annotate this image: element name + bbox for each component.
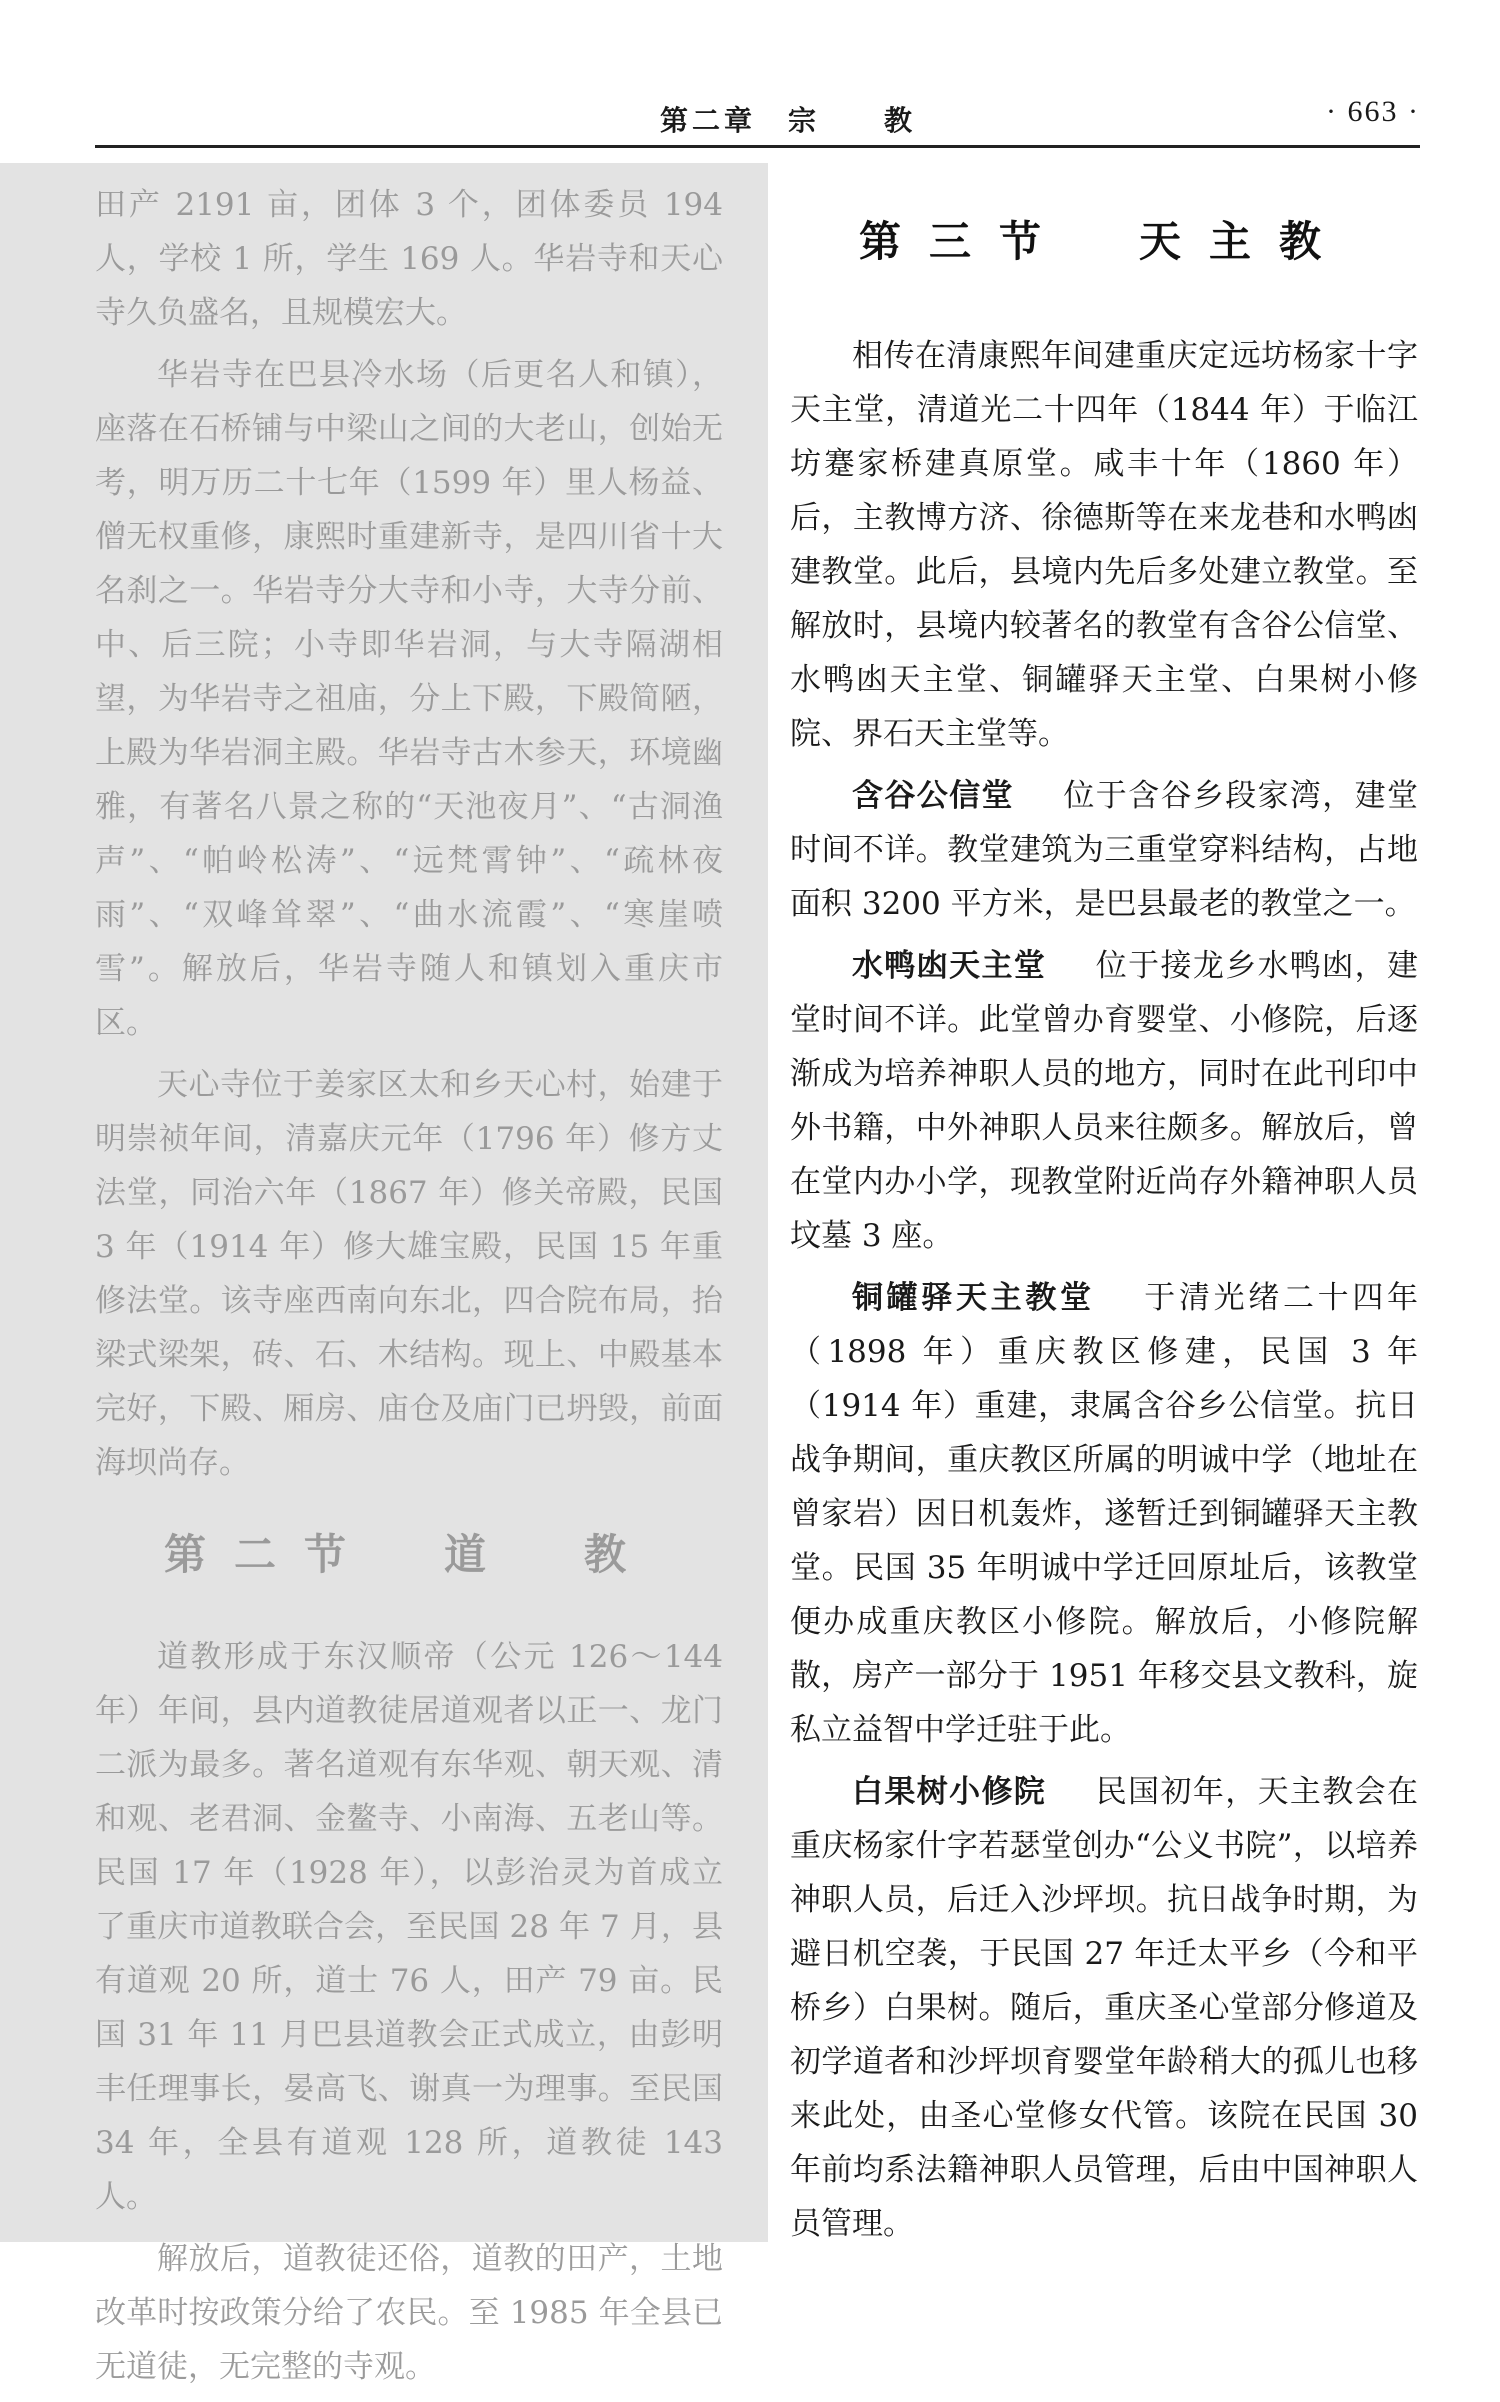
page-number: · 663 · (1326, 95, 1420, 128)
paragraph: 解放后，道教徒还俗，道教的田产，土地改革时按政策分给了农民。至 1985 年全县已无道徒，无完整的寺观。 (95, 2241, 723, 2385)
church-name: 含谷公信堂 (852, 778, 1014, 814)
church-description: 民国初年，天主教会在重庆杨家什字若瑟堂创办“公义书院”，以培养神职人员，后迁入沙坪坝。抗日战争时期，为避日机空袭，于民国 27 年迁太平乡（今和平桥乡）白果树。随后，重庆圣心堂部分修道及初学道者和沙坪坝育婴堂年龄稍大的孤儿也移来此处，由圣心堂修女代管。该院在民国 30 年前均系法籍神职人员管理，后由中国神职人员管理。 (790, 1774, 1419, 2242)
church-description: 于清光绪二十四年（1898 年）重庆教区修建，民国 3 年（1914 年）重建，隶属含谷乡公信堂。抗日战争期间，重庆教区所属的明诚中学（地址在曾家岩）因日机轰炸，遂暂迁到铜罐驿天主教堂。民国 35 年明诚中学迁回原址后，该教堂便办成重庆教区小修院。解放后，小修院解散，房产一部分于 1951 年移交县文教科，旋私立益智中学迁驻于此。 (790, 1280, 1418, 1748)
running-head (95, 95, 1420, 145)
church-description: 位于接龙乡水鸭凼，建堂时间不详。此堂曾办育婴堂、小修院，后逐渐成为培养神职人员的地方，同时在此刊印中外书籍，中外神职人员来往颇多。解放后，曾在堂内办小学，现教堂附近尚存外籍神职人员坟墓 3 座。 (790, 948, 1419, 1254)
paragraph: 田产 2191 亩，团体 3 个，团体委员 194 人，学校 1 所，学生 169 人。华岩寺和天心寺久负盛名，且规模宏大。 (95, 187, 723, 331)
section-heading-catholicism: 第三节 天主教 (858, 217, 1349, 266)
church-name: 白果树小修院 (852, 1774, 1047, 1810)
paragraph: 天心寺位于姜家区太和乡天心村，始建于明崇祯年间，清嘉庆元年（1796 年）修方丈法堂，同治六年（1867 年）修关帝殿，民国 3 年（1914 年）修大雄宝殿，民国 15 年重修法堂。该寺座西南向东北，四合院布局，抬梁式梁架，砖、石、木结构。现上、中殿基本完好，下殿、厢房、庙仓及庙门已坍毁，前面海坝尚存。 (95, 1067, 723, 1481)
church-entry (790, 1765, 1418, 2251)
section-heading-taoism: 第二节 道 教 (163, 1530, 654, 1579)
header-rule (95, 145, 1420, 148)
church-entry (790, 1271, 1418, 1757)
left-column (95, 178, 723, 2402)
chapter-title: 第二章 宗 教 (660, 104, 917, 137)
church-entry (790, 769, 1418, 931)
church-name: 水鸭凼天主堂 (852, 948, 1047, 984)
paragraph: 道教形成于东汉顺帝（公元 126～144 年）年间，县内道教徒居道观者以正一、龙门二派为最多。著名道观有东华观、朝天观、清和观、老君洞、金鳌寺、小南海、五老山等。民国 17 年（1928 年），以彭治灵为首成立了重庆市道教联合会，至民国 28 年 7 月，县有道观 20 所，道士 76 人，田产 79 亩。民国 31 年 11 月巴县道教会正式成立，由彭明丰任理事长，晏高飞、谢真一为理事。至民国 34 年，全县有道观 128 所，道教徒 143 人。 (95, 1639, 723, 2215)
paragraph: 相传在清康熙年间建重庆定远坊杨家十字天主堂，清道光二十四年（1844 年）于临江坊蹇家桥建真原堂。咸丰十年（1860 年）后，主教博方济、徐德斯等在来龙巷和水鸭凼建教堂。此后，县境内先后多处建立教堂。至解放时，县境内较著名的教堂有含谷公信堂、水鸭凼天主堂、铜罐驿天主堂、白果树小修院、界石天主堂等。 (790, 338, 1418, 752)
paragraph: 华岩寺在巴县冷水场（后更名人和镇），座落在石桥铺与中梁山之间的大老山，创始无考，明万历二十七年（1599 年）里人杨益、僧无权重修，康熙时重建新寺，是四川省十大名刹之一。华岩寺分大寺和小寺，大寺分前、中、后三院；小寺即华岩洞，与大寺隔湖相望，为华岩寺之祖庙，分上下殿，下殿简陋，上殿为华岩洞主殿。华岩寺古木参天，环境幽雅，有著名八景之称的“天池夜月”、“古洞渔声”、“帕岭松涛”、“远梵霄钟”、“疏林夜雨”、“双峰耸翠”、“曲水流霞”、“寒崖喷雪”。解放后，华岩寺随人和镇划入重庆市区。 (95, 357, 723, 1041)
church-name: 铜罐驿天主教堂 (852, 1280, 1095, 1316)
church-description: 位于含谷乡段家湾，建堂时间不详。教堂建筑为三重堂穿料结构，占地面积 3200 平方米，是巴县最老的教堂之一。 (790, 778, 1419, 922)
church-entry (790, 939, 1418, 1263)
right-column (790, 215, 1418, 2259)
